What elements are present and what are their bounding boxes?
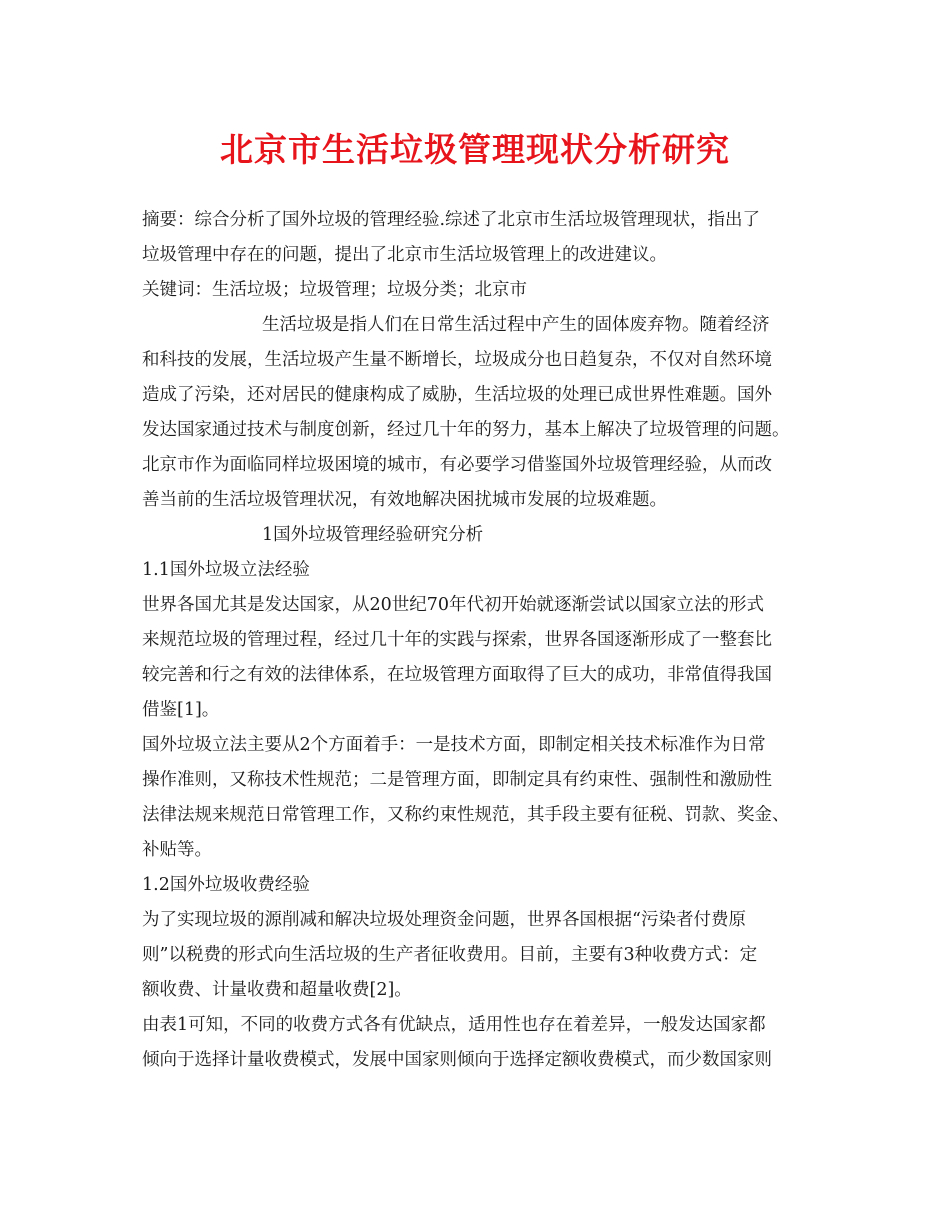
intro-paragraph-line-6: 善当前的生活垃圾管理状况，有效地解决困扰城市发展的垃圾难题。 <box>142 490 667 510</box>
abstract-line-1: 摘要：综合分析了国外垃圾的管理经验.综述了北京市生活垃圾管理现状，指出了 <box>142 210 761 230</box>
legislation-approach-line-1: 国外垃圾立法主要从2个方面着手：一是技术方面，即制定相关技术标准作为日常 <box>142 735 766 755</box>
fees-paragraph-line-3: 额收费、计量收费和超量收费[2]。 <box>142 980 412 1000</box>
intro-paragraph-line-4: 发达国家通过技术与制度创新，经过几十年的努力，基本上解决了垃圾管理的问题。 <box>142 420 790 440</box>
keywords-line: 关键词：生活垃圾；垃圾管理；垃圾分类；北京市 <box>142 280 527 300</box>
fees-table-paragraph-line-2: 倾向于选择计量收费模式，发展中国家则倾向于选择定额收费模式，而少数国家则 <box>142 1050 772 1070</box>
legislation-approach-line-2: 操作准则，又称技术性规范；二是管理方面，即制定具有约束性、强制性和激励性 <box>142 770 772 790</box>
legislation-approach-line-4: 补贴等。 <box>142 840 212 860</box>
legislation-paragraph-line-4: 借鉴[1]。 <box>142 700 220 720</box>
intro-paragraph-line-2: 和科技的发展，生活垃圾产生量不断增长，垃圾成分也日趋复杂，不仅对自然环境 <box>142 350 772 370</box>
legislation-approach-line-3: 法律法规来规范日常管理工作，又称约束性规范，其手段主要有征税、罚款、奖金、 <box>142 805 790 825</box>
legislation-paragraph-line-1: 世界各国尤其是发达国家，从20世纪70年代初开始就逐渐尝试以国家立法的形式 <box>142 595 765 615</box>
fees-table-paragraph-line-1: 由表1可知，不同的收费方式各有优缺点，适用性也存在着差异，一般发达国家都 <box>142 1015 766 1035</box>
fees-paragraph-line-2: 则”以税费的形式向生活垃圾的生产者征收费用。目前，主要有3种收费方式：定 <box>142 945 758 965</box>
subsection-heading-1-1: 1.1国外垃圾立法经验 <box>142 560 310 580</box>
section-heading-1: 1国外垃圾管理经验研究分析 <box>262 525 484 545</box>
legislation-paragraph-line-3: 较完善和行之有效的法律体系，在垃圾管理方面取得了巨大的成功，非常值得我国 <box>142 665 772 685</box>
intro-paragraph-line-1: 生活垃圾是指人们在日常生活过程中产生的固体废弃物。随着经济 <box>262 315 770 335</box>
abstract-line-2: 垃圾管理中存在的问题，提出了北京市生活垃圾管理上的改进建议。 <box>142 245 667 265</box>
legislation-paragraph-line-2: 来规范垃圾的管理过程，经过几十年的实践与探索，世界各国逐渐形成了一整套比 <box>142 630 772 650</box>
fees-paragraph-line-1: 为了实现垃圾的源削减和解决垃圾处理资金问题，世界各国根据“污染者付费原 <box>142 910 746 930</box>
intro-paragraph-line-5: 北京市作为面临同样垃圾困境的城市，有必要学习借鉴国外垃圾管理经验，从而改 <box>142 455 772 475</box>
subsection-heading-1-2: 1.2国外垃圾收费经验 <box>142 875 310 895</box>
document-title: 北京市生活垃圾管理现状分析研究 <box>220 130 730 169</box>
intro-paragraph-line-3: 造成了污染，还对居民的健康构成了威胁，生活垃圾的处理已成世界性难题。国外 <box>142 385 772 405</box>
